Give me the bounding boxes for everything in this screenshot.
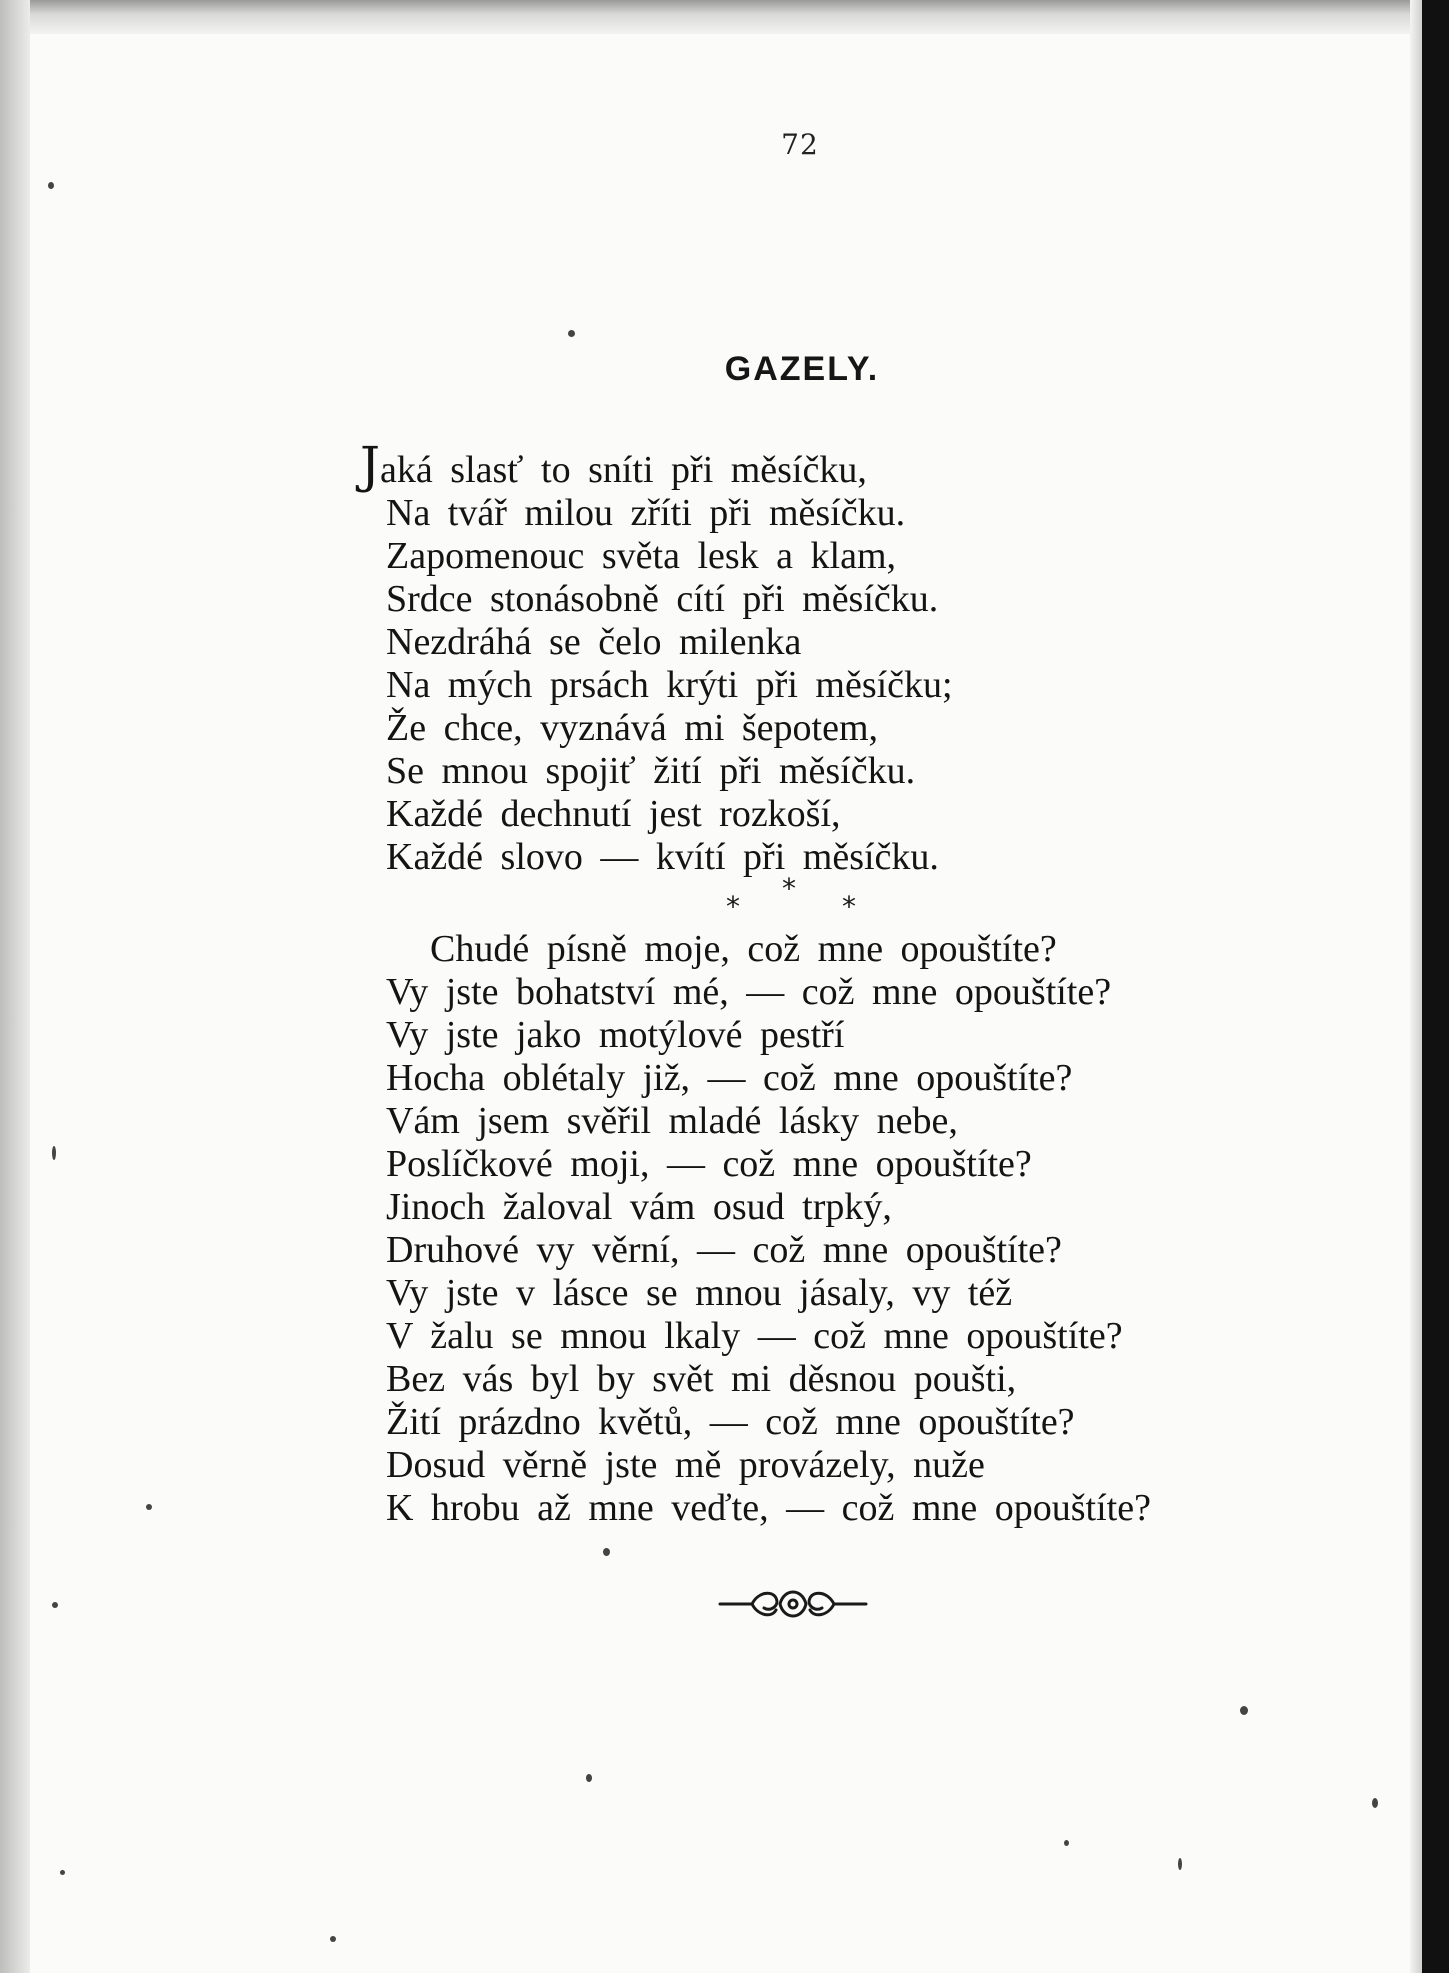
page-number: 72	[781, 128, 819, 161]
speck	[330, 1936, 336, 1942]
speck	[52, 1146, 56, 1160]
speck	[52, 1602, 58, 1608]
speck	[1372, 1798, 1378, 1808]
asterisk: *	[726, 890, 740, 923]
poem-line: Zapomenouc světa lesk a klam,	[386, 535, 897, 577]
speck	[60, 1870, 65, 1875]
speck	[48, 182, 54, 189]
poem-line: Každé slovo — kvítí při měsíčku.	[386, 836, 939, 878]
poem-line: Chudé písně moje, což mne opouštíte?	[430, 928, 1057, 970]
section-separator	[720, 872, 860, 923]
speck	[146, 1504, 152, 1510]
poem-line: Na mých prsách krýti při měsíčku;	[386, 664, 953, 706]
scan-edge-top	[0, 0, 1449, 34]
poem-line: Žití prázdno květů, — což mne opouštíte?	[386, 1401, 1075, 1443]
speck	[1178, 1858, 1182, 1870]
poem-line: Bez vás byl by svět mi děsnou poušti,	[386, 1358, 1017, 1400]
speck	[603, 1548, 610, 1556]
asterisk: *	[842, 890, 856, 923]
speck	[1064, 1840, 1069, 1846]
poem-line: K hrobu až mne veďte, — což mne opouštíte?	[386, 1487, 1151, 1529]
poem-line: Že chce, vyznává mi šepotem,	[386, 707, 879, 749]
floral-ornament-icon	[718, 1582, 868, 1626]
binding-edge	[1422, 0, 1449, 1973]
drop-cap: J	[360, 436, 381, 494]
poem-line: Druhové vy věrní, — což mne opouštíte?	[386, 1229, 1062, 1271]
poem-line: Jinoch žaloval vám osud trpký,	[386, 1186, 892, 1228]
speck	[1240, 1706, 1248, 1715]
poem-line: Vy jste jako motýlové pestří	[386, 1014, 845, 1056]
poem-line: Dosud věrně jste mě provázely, nuže	[386, 1444, 985, 1486]
poem-title: GAZELY.	[724, 350, 880, 388]
poem-line: Vám jsem svěřil mladé lásky nebe,	[386, 1100, 958, 1142]
poem-line: Vy jste bohatství mé, — což mne opouštíte?	[386, 971, 1112, 1013]
poem-line: Se mnou spojiť žití při měsíčku.	[386, 750, 916, 792]
scan-edge-left	[0, 0, 30, 1973]
poem-line: V žalu se mnou lkaly — což mne opouštíte?	[386, 1315, 1123, 1357]
poem-one	[360, 436, 953, 879]
poem-line: Poslíčkové moji, — což mne opouštíte?	[386, 1143, 1032, 1185]
poem-line: Jaká slasť to sníti při měsíčku,	[360, 436, 867, 494]
poem-line: Vy jste v lásce se mnou jásaly, vy též	[386, 1272, 1013, 1314]
poem-line: Každé dechnutí jest rozkoší,	[386, 793, 841, 835]
speck	[586, 1774, 592, 1782]
binding-shadow	[1410, 0, 1422, 1973]
poem-two	[386, 928, 1151, 1530]
speck	[568, 330, 575, 337]
asterisk: *	[782, 872, 796, 905]
poem-line: Srdce stonásobně cítí při měsíčku.	[386, 578, 939, 620]
poem-line: Hocha oblétaly již, — což mne opouštíte?	[386, 1057, 1073, 1099]
poem-line: Nezdráhá se čelo milenka	[386, 621, 802, 663]
poem-line: Na tvář milou zříti při měsíčku.	[386, 492, 906, 534]
